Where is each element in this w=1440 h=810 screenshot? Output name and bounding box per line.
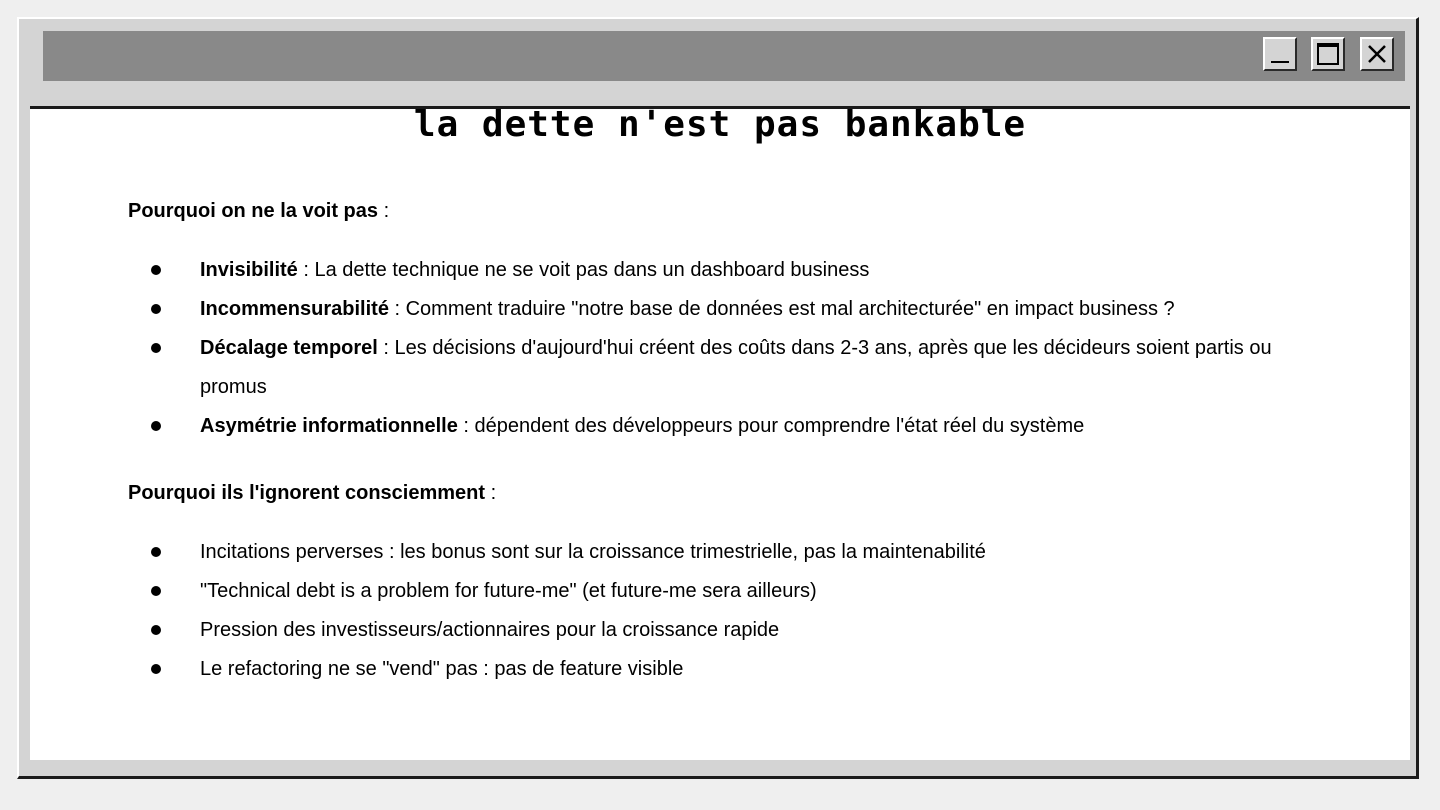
- close-icon: [1362, 39, 1392, 69]
- bullet-icon: [151, 547, 161, 557]
- list-item-text: : La dette technique ne se voit pas dans un dashboard business: [297, 259, 870, 281]
- section-heading-text: Pourquoi ils l'ignorent consciemment: [128, 482, 486, 504]
- section-heading-visibility: [128, 198, 389, 224]
- section-heading-suffix: :: [485, 482, 497, 504]
- list-item: [128, 611, 1298, 650]
- list-item: [128, 650, 1298, 689]
- list-item-term: Incommensurabilité: [200, 298, 389, 320]
- list-item: [128, 290, 1298, 329]
- bullet-list-visibility: [128, 251, 1298, 446]
- section-heading-ignorance: [128, 480, 496, 506]
- list-item-text: Incitations perverses : les bonus sont sur la croissance trimestrielle, pas la maintenabilité: [200, 541, 986, 563]
- list-item: [128, 407, 1298, 446]
- minimize-icon: [1265, 39, 1295, 69]
- list-item-text: Pression des investisseurs/actionnaires pour la croissance rapide: [200, 619, 780, 641]
- bullet-icon: [151, 586, 161, 596]
- list-item-text: : Comment traduire "notre base de données est mal architecturée" en impact business ?: [388, 298, 1175, 320]
- list-item: [128, 572, 1298, 611]
- list-item: [128, 329, 1298, 407]
- bullet-icon: [151, 625, 161, 635]
- title-bar[interactable]: [43, 31, 1405, 81]
- maximize-button[interactable]: [1311, 37, 1345, 71]
- list-item-text: : dépendent des développeurs pour comprendre l'état réel du système: [457, 415, 1085, 437]
- list-item-term: Asymétrie informationnelle: [200, 415, 458, 437]
- slide-title: la dette n'est pas bankable: [413, 104, 1027, 145]
- bullet-list-ignorance: [128, 533, 1298, 689]
- minimize-button[interactable]: [1263, 37, 1297, 71]
- section-heading-suffix: :: [378, 200, 390, 222]
- list-item-text: Le refactoring ne se "vend" pas : pas de feature visible: [200, 658, 684, 680]
- slide-content: [30, 106, 1410, 760]
- bullet-icon: [151, 664, 161, 674]
- list-item: [128, 533, 1298, 572]
- close-button[interactable]: [1360, 37, 1394, 71]
- bullet-icon: [151, 421, 161, 431]
- list-item-term: Invisibilité: [200, 259, 298, 281]
- list-item-text: : Les décisions d'aujourd'hui créent des coûts dans 2-3 ans, après que les décideurs soient partis ou promus: [200, 337, 1272, 398]
- list-item-term: Décalage temporel: [200, 337, 378, 359]
- list-item: [128, 251, 1298, 290]
- bullet-icon: [151, 265, 161, 275]
- bullet-icon: [151, 304, 161, 314]
- list-item-text: "Technical debt is a problem for future-me" (et future-me sera ailleurs): [200, 580, 817, 602]
- maximize-icon: [1313, 39, 1343, 69]
- bullet-icon: [151, 343, 161, 353]
- app-window: [17, 17, 1419, 779]
- section-heading-text: Pourquoi on ne la voit pas: [128, 200, 379, 222]
